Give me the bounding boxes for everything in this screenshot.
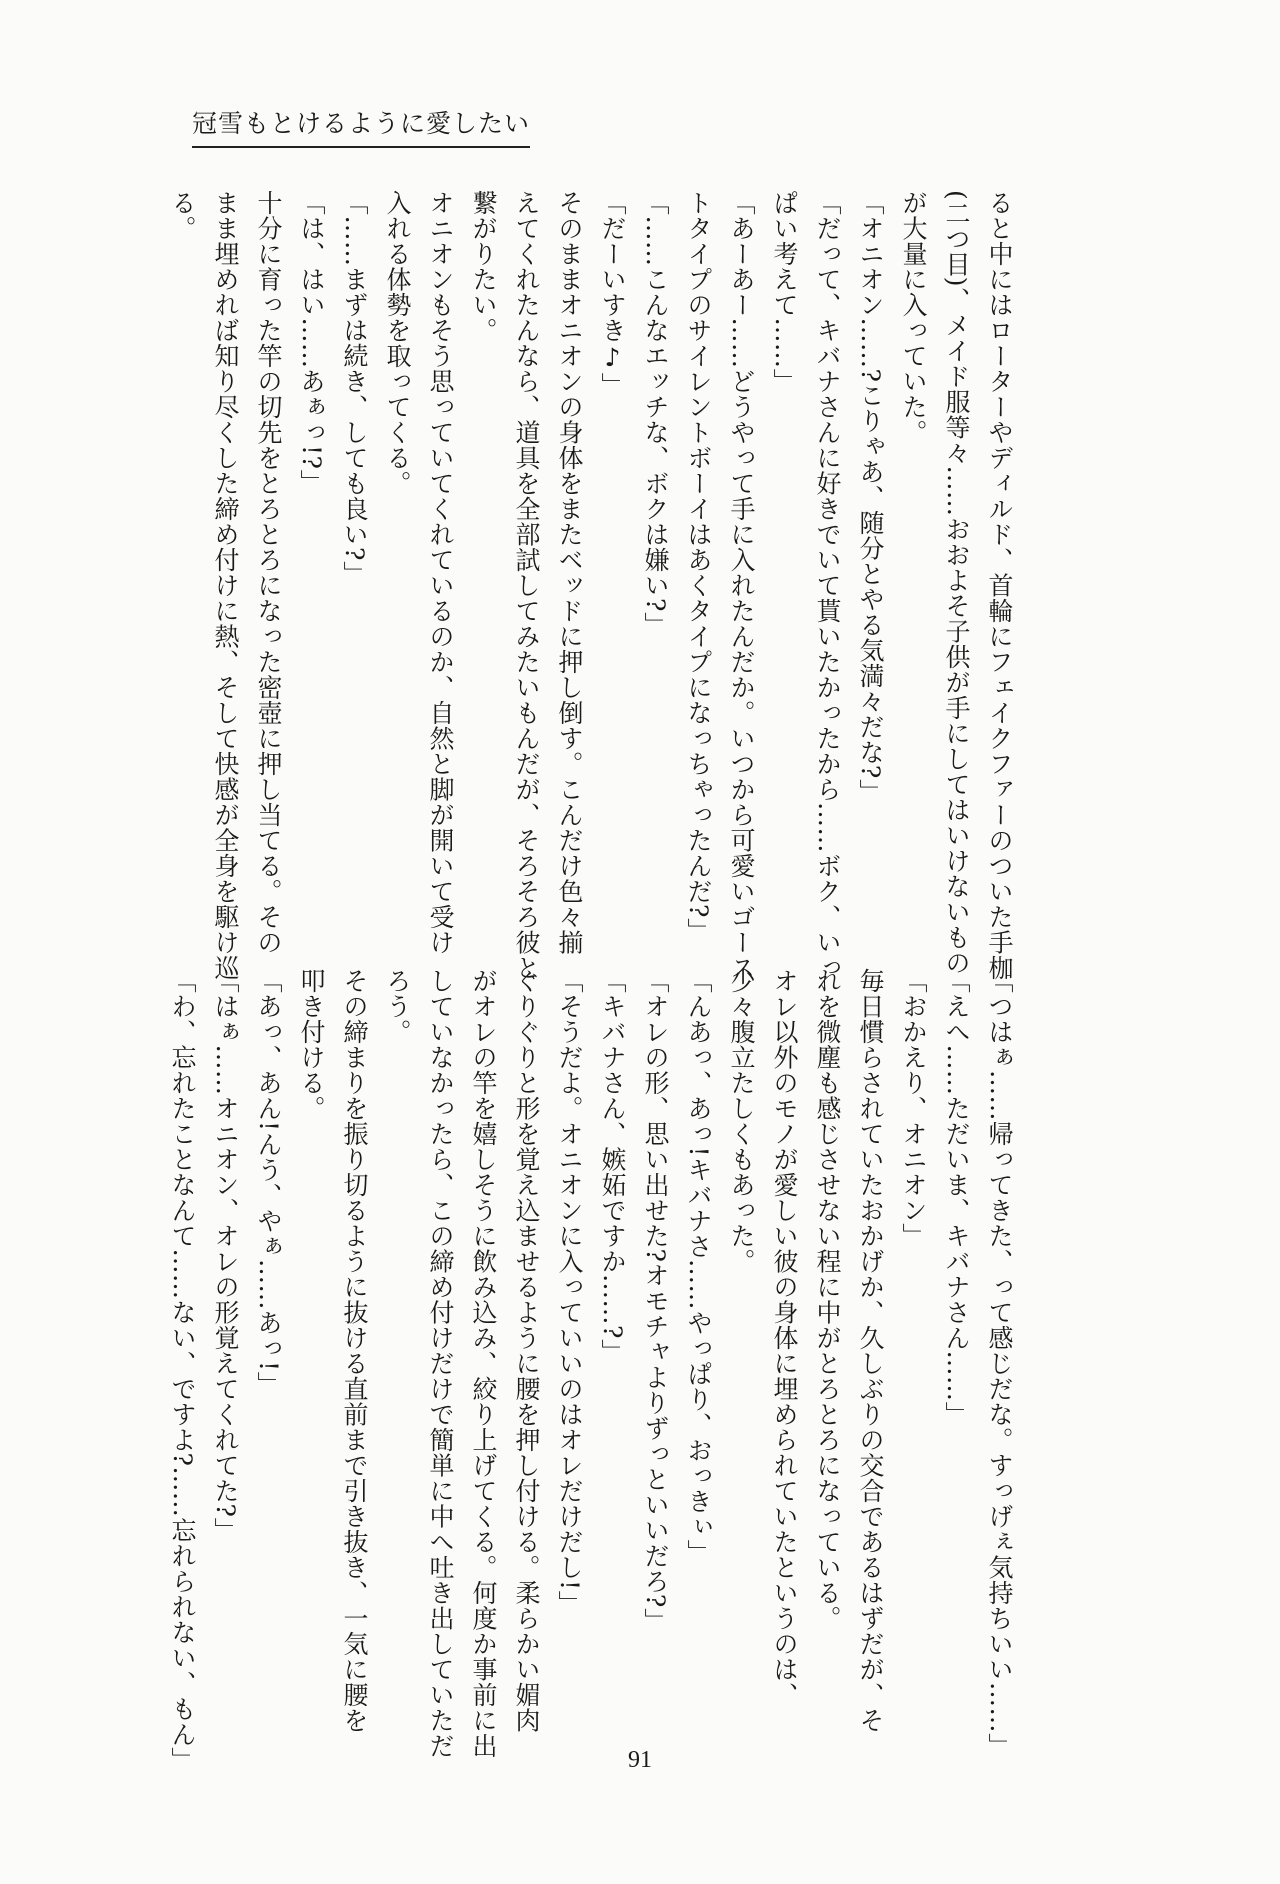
text-line: 「そうだよ。オニオンに入っていいのはオレだけだし!」 xyxy=(555,968,584,1617)
top-text-block xyxy=(167,190,1014,1090)
page-title: 冠雪もとけるように愛したい xyxy=(192,104,530,148)
text-line: 「あっ、あん!んう、やぁ……あっ!」 xyxy=(254,968,283,1398)
text-line: 入れる体勢を取ってくる。 xyxy=(383,190,412,496)
text-line: ぐりぐりと形を覚え込ませるように腰を押し付ける。柔らかい媚肉 xyxy=(512,968,541,1733)
text-line: 叩き付ける。 xyxy=(297,968,326,1121)
text-line: 「……こんなエッチな、ボクは嫌い?」 xyxy=(641,190,670,638)
text-line: 毎日慣らされていたおかげか、久しぶりの交合であるはずだが、そ xyxy=(856,968,885,1733)
text-line: トタイプのサイレントボーイはあくタイプになっちゃったんだ?」 xyxy=(684,190,713,944)
text-line: えてくれたんなら、道具を全部試してみたいもんだが、そろそろ彼と xyxy=(512,190,541,981)
text-line: 「つはぁ……帰ってきた、って感じだな。すっげぇ気持ちいい……」 xyxy=(985,968,1014,1759)
text-line: がオレの竿を嬉しそうに飲み込み、絞り上げてくる。何度か事前に出 xyxy=(469,968,498,1759)
text-line: していなかったら、この締め付けだけで簡単に中へ吐き出していただ xyxy=(426,968,455,1759)
text-line: (二つ目)、メイド服等々……おおよそ子供が手にしてはいけないもの xyxy=(942,190,971,976)
text-line: オレ以外のモノが愛しい彼の身体に埋められていたというのは、 xyxy=(770,968,799,1708)
text-line: 「だーいすき♪」 xyxy=(598,190,627,398)
text-line: 「オレの形、思い出せた?オモチャよりずっといいだろ?」 xyxy=(641,968,670,1634)
text-line: ると中にはローターやディルド、首輪にフェイクファーのついた手枷 xyxy=(985,190,1014,981)
text-line: 「キバナさん、嫉妬ですか……?」 xyxy=(598,968,627,1365)
text-line: 「……まずは続き、しても良い?」 xyxy=(340,190,369,587)
text-line: 繋がりたい。 xyxy=(469,190,498,343)
text-line: 十分に育った竿の切先をとろとろになった密壺に押し当てる。その xyxy=(254,190,283,955)
text-line: オニオンもそう思っていてくれているのか、自然と脚が開いて受け xyxy=(426,190,455,955)
text-line: れを微塵も感じさせない程に中がとろとろになっている。 xyxy=(813,968,842,1631)
text-line: る。 xyxy=(168,190,197,241)
text-line: その締まりを振り切るように抜ける直前まで引き抜き、一気に腰を xyxy=(340,968,369,1733)
text-line: ろう。 xyxy=(383,968,412,1045)
page-number: 91 xyxy=(628,1747,652,1773)
text-line: 「オニオン……?こりゃあ、随分とやる気満々だな?」 xyxy=(856,190,885,805)
text-line: 「だって、キバナさんに好きでいて貰いたかったから……ボク、いっ xyxy=(813,190,842,981)
text-line: ぱい考えて……」 xyxy=(770,190,799,394)
text-line: 「おかえり、オニオン」 xyxy=(899,968,928,1249)
text-line: 「はぁ……オニオン、オレの形覚えてくれてた?」 xyxy=(211,968,240,1543)
text-line: 「えへ……ただいま、キバナさん……」 xyxy=(942,968,971,1427)
text-line: 「あーあー……どうやって手に入れたんだか。いつから可愛いゴース xyxy=(727,190,756,981)
text-line: 「は、はい……あぁっ!?」 xyxy=(297,190,326,495)
text-line: 「わ、忘れたことなんて……ない、ですよ?……忘れられない、もん」 xyxy=(168,968,197,1773)
text-line: そのままオニオンの身体をまたベッドに押し倒す。こんだけ色々揃 xyxy=(555,190,584,955)
text-line: まま埋めれば知り尽くした締め付けに熱、そして快感が全身を駆け巡 xyxy=(211,190,240,981)
text-line: 少々腹立たしくもあった。 xyxy=(727,968,756,1274)
text-line: が大量に入っていた。 xyxy=(899,190,928,445)
text-line: 「んあっ、あっ!キバナさ……やっぱり、おっきぃ」 xyxy=(684,968,713,1566)
